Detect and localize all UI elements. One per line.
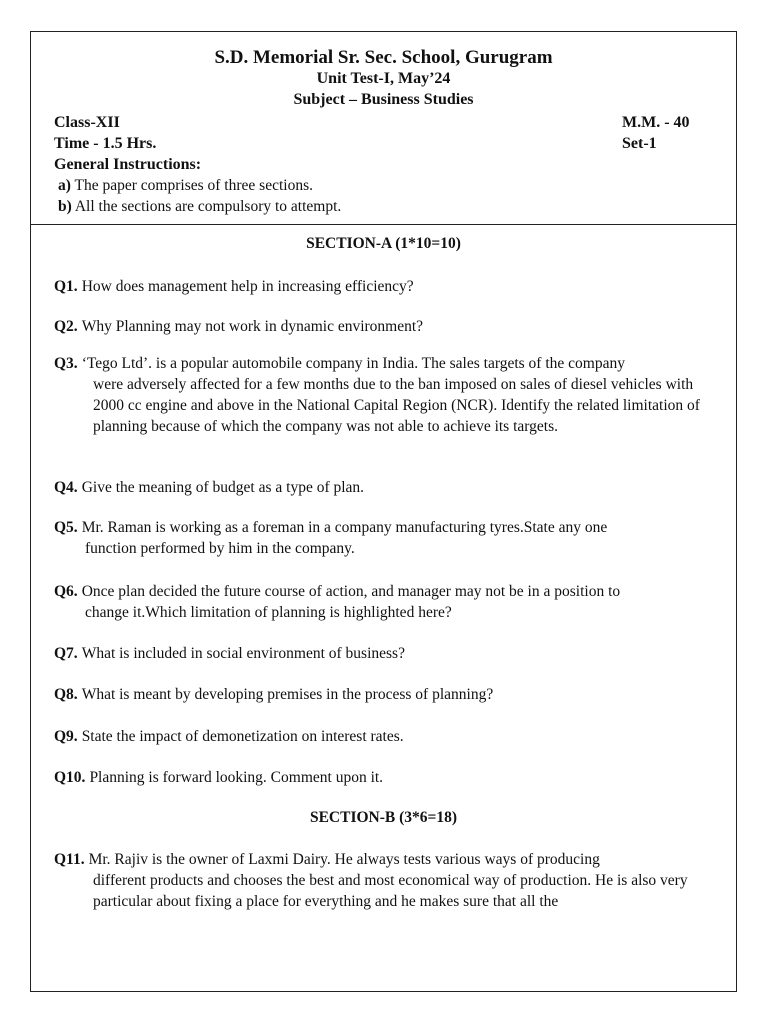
question-8: [54, 684, 724, 705]
instruction-marker: a): [58, 177, 71, 194]
question-text: Give the meaning of budget as a type of plan.: [81, 479, 365, 496]
question-number: Q5.: [54, 519, 78, 536]
question-number: Q9.: [54, 728, 78, 745]
question-text: Planning is forward looking. Comment upon it.: [89, 769, 384, 786]
section-a-title: SECTION-A (1*10=10): [306, 235, 461, 252]
instruction-item: [58, 177, 313, 195]
question-text: What is included in social environment of business?: [81, 645, 405, 662]
instruction-marker: b): [58, 198, 72, 215]
question-5: [54, 517, 724, 559]
question-text: Mr. Raman is working as a foreman in a company manufacturing tyres.State any one: [81, 519, 608, 536]
question-text-continued: different products and chooses the best and most economical way of production. He is also very particular about fixing a place for everything and he makes sure that all the: [93, 872, 688, 910]
instruction-text: The paper comprises of three sections.: [74, 177, 313, 194]
question-2: [54, 316, 724, 337]
question-text: State the impact of demonetization on interest rates.: [81, 728, 404, 745]
question-6: [54, 581, 724, 623]
question-number: Q11.: [54, 851, 85, 868]
instruction-item: [58, 198, 341, 216]
set-label: Set-1: [622, 135, 657, 152]
question-9: [54, 726, 724, 747]
question-text: How does management help in increasing efficiency?: [81, 278, 414, 295]
school-name: S.D. Memorial Sr. Sec. School, Gurugram: [214, 47, 553, 68]
exam-paper: [30, 31, 737, 992]
question-7: [54, 643, 724, 664]
question-text: What is meant by developing premises in the process of planning?: [81, 686, 494, 703]
subject-title: Subject – Business Studies: [293, 91, 474, 108]
question-3: [54, 353, 724, 437]
question-4: [54, 477, 724, 498]
instructions-title: General Instructions:: [54, 156, 202, 173]
question-number: Q1.: [54, 278, 78, 295]
question-number: Q2.: [54, 318, 78, 335]
instruction-text: All the sections are compulsory to attempt.: [74, 198, 342, 215]
question-text-continued: function performed by him in the company.: [85, 540, 355, 557]
question-number: Q7.: [54, 645, 78, 662]
question-number: Q4.: [54, 479, 78, 496]
class-label: Class-XII: [54, 114, 120, 131]
question-text: Mr. Rajiv is the owner of Laxmi Dairy. He always tests various ways of producing: [88, 851, 600, 868]
section-b-title: SECTION-B (3*6=18): [309, 809, 458, 826]
question-text-continued: were adversely affected for a few months due to the ban imposed on sales of diesel vehicles with 2000 cc engine and above in the National Capital Region (NCR). Identify the related limitation of planning because of which the company was not able to achieve its targets.: [93, 376, 700, 435]
question-number: Q10.: [54, 769, 86, 786]
question-number: Q6.: [54, 583, 78, 600]
question-number: Q8.: [54, 686, 78, 703]
test-title: Unit Test-I, May’24: [316, 70, 451, 87]
question-text: ‘Tego Ltd’. is a popular automobile company in India. The sales targets of the company: [81, 355, 625, 372]
question-1: [54, 276, 724, 297]
time-label: Time - 1.5 Hrs.: [54, 135, 157, 152]
question-text: Why Planning may not work in dynamic environment?: [81, 318, 424, 335]
paper-header: [31, 32, 736, 225]
question-10: [54, 767, 724, 788]
max-marks: M.M. - 40: [622, 114, 690, 131]
question-text-continued: change it.Which limitation of planning is highlighted here?: [85, 604, 452, 621]
question-text: Once plan decided the future course of action, and manager may not be in a position to: [81, 583, 621, 600]
question-11: [54, 849, 724, 912]
question-number: Q3.: [54, 355, 78, 372]
